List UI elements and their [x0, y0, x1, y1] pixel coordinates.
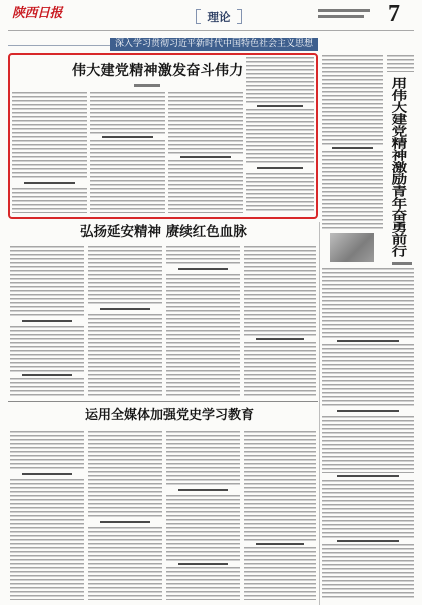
section-subhead [322, 145, 383, 151]
section-subhead [322, 338, 414, 344]
section-subhead [90, 134, 165, 140]
page-number: 7 [388, 1, 400, 27]
side-vertical-headline: 用伟大建党精神激励青年奋勇前行 [389, 77, 408, 257]
section-subhead [244, 336, 316, 342]
article-photo [330, 233, 374, 262]
section-subhead [10, 372, 84, 378]
section-subhead [246, 165, 314, 171]
section-label-text: 理论 [207, 10, 231, 24]
text-column [90, 92, 165, 213]
section-subhead [322, 408, 414, 414]
article-divider [8, 401, 318, 402]
text-column [88, 431, 162, 600]
side-byline [392, 262, 412, 265]
lead-byline [134, 84, 160, 87]
middle-headline: 弘扬延安精神 赓续红色血脉 [80, 224, 247, 240]
text-column [88, 246, 162, 397]
text-column [166, 431, 240, 600]
section-subhead [166, 561, 240, 567]
newspaper-logo: 陕西日报 [12, 6, 63, 21]
text-column [10, 246, 84, 397]
column-banner: 深入学习贯彻习近平新时代中国特色社会主义思想 [110, 38, 318, 51]
side-text-column [387, 55, 414, 72]
text-column [244, 246, 316, 397]
section-subhead [322, 473, 414, 479]
section-subhead [10, 318, 84, 324]
text-column [246, 57, 314, 213]
text-column [10, 431, 84, 600]
section-subhead [246, 103, 314, 109]
side-text-column [322, 268, 414, 600]
section-subhead [166, 266, 240, 272]
section-subhead [168, 154, 243, 160]
section-label [196, 9, 242, 25]
date-line [318, 9, 370, 12]
bottom-headline: 运用全媒体加强党史学习教育 [85, 408, 255, 423]
masthead-rule [8, 30, 414, 31]
section-subhead [244, 541, 316, 547]
section-subhead [12, 180, 87, 186]
editor-line [318, 15, 364, 18]
text-column [166, 246, 240, 397]
lead-article-box [8, 53, 318, 219]
side-text-column [322, 55, 383, 229]
section-subhead [88, 519, 162, 525]
lead-headline: 伟大建党精神激发奋斗伟力 [72, 63, 244, 79]
text-column [12, 92, 87, 213]
column-divider [319, 222, 320, 605]
text-column [168, 92, 243, 213]
section-subhead [166, 487, 240, 493]
section-subhead [88, 306, 162, 312]
text-column [244, 431, 316, 600]
section-subhead [10, 471, 84, 477]
right-bracket [237, 9, 242, 24]
section-subhead [322, 538, 414, 544]
